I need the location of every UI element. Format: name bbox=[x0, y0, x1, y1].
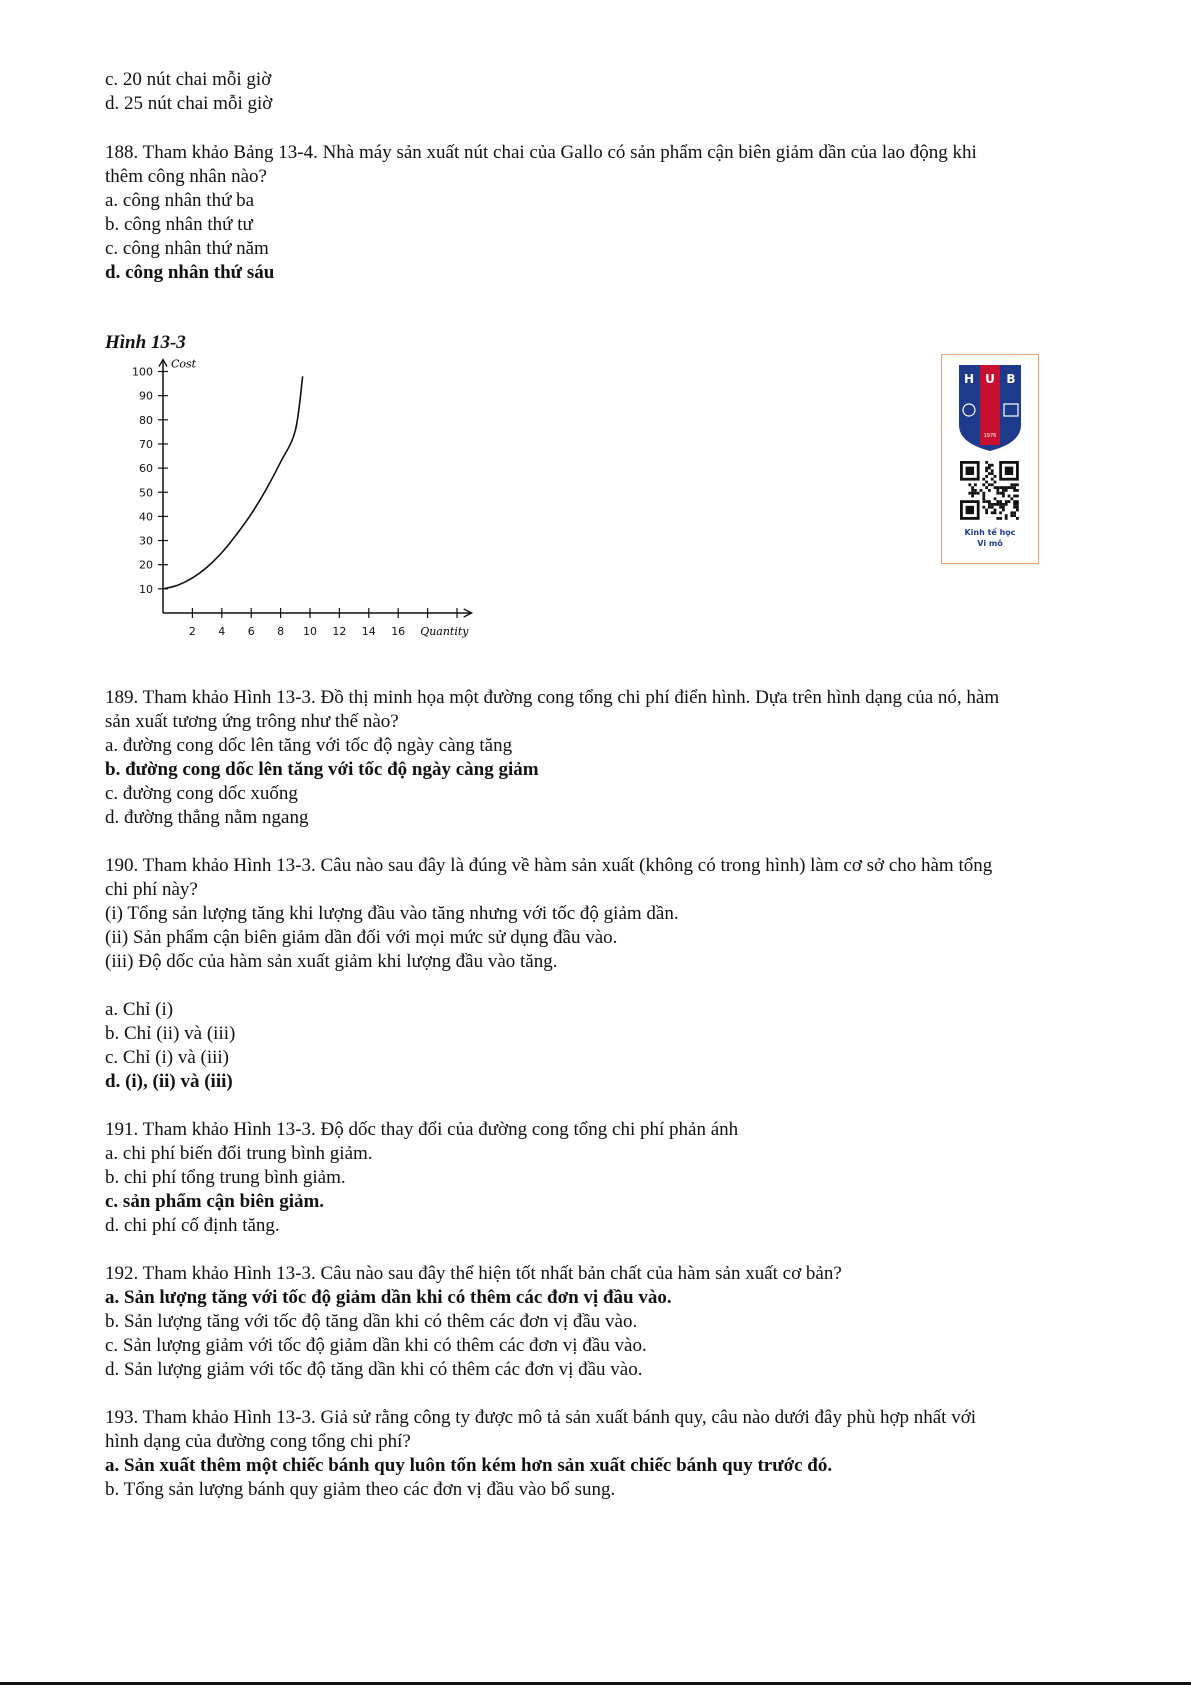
q189-option-d: d. đường thẳng nằm ngang bbox=[105, 807, 309, 828]
x-tick-label: 4 bbox=[218, 625, 226, 638]
q189-option-b-answer: b. đường cong dốc lên tăng với tốc độ ngày càng giảm bbox=[105, 759, 539, 780]
y-tick-label: 70 bbox=[139, 437, 153, 451]
q193-stem-line2: hình dạng của đường cong tổng chi phí? bbox=[105, 1431, 411, 1452]
qr-code-icon bbox=[960, 461, 1019, 520]
q192-option-d: d. Sản lượng giảm với tốc độ tăng dần khi có thêm các đơn vị đầu vào. bbox=[105, 1359, 643, 1380]
q189-stem-line2: sản xuất tương ứng trông như thế nào? bbox=[105, 711, 399, 732]
q190-option-d-answer: d. (i), (ii) và (iii) bbox=[105, 1071, 233, 1092]
figure-title: Hình 13-3 bbox=[105, 332, 186, 353]
x-tick-label: 16 bbox=[391, 625, 406, 638]
x-tick-label: 8 bbox=[277, 625, 285, 638]
q193-option-b: b. Tổng sản lượng bánh quy giảm theo các đơn vị đầu vào bổ sung. bbox=[105, 1479, 616, 1500]
x-tick-label: 10 bbox=[303, 625, 317, 638]
chart-ticks bbox=[132, 366, 457, 639]
q188-option-c: c. công nhân thứ năm bbox=[105, 238, 269, 259]
logo-caption-line2: Vi mô bbox=[977, 539, 1003, 548]
q193-option-a-answer: a. Sản xuất thêm một chiếc bánh quy luôn tốn kém hơn sản xuất chiếc bánh quy trước đó. bbox=[105, 1455, 833, 1476]
q192-option-b: b. Sản lượng tăng với tốc độ tăng dần khi có thêm các đơn vị đầu vào. bbox=[105, 1311, 638, 1332]
logo-letter-b: B bbox=[1006, 372, 1016, 386]
q190-option-a: a. Chỉ (i) bbox=[105, 999, 174, 1020]
q189-stem-line1: 189. Tham khảo Hình 13-3. Đồ thị minh họa một đường cong tổng chi phí điển hình. Dựa trên hình dạng của nó, hàm bbox=[105, 687, 1000, 708]
q190-option-b: b. Chỉ (ii) và (iii) bbox=[105, 1023, 236, 1044]
q187-option-d: d. 25 nút chai mỗi giờ bbox=[105, 93, 273, 114]
y-tick-label: 10 bbox=[139, 582, 153, 596]
y-tick-label: 60 bbox=[139, 462, 153, 476]
q189-option-c: c. đường cong dốc xuống bbox=[105, 783, 298, 804]
x-tick-label: 14 bbox=[361, 625, 376, 638]
logo-letter-u: U bbox=[985, 372, 995, 386]
y-axis-label: Cost bbox=[171, 357, 197, 371]
total-cost-chart bbox=[118, 352, 488, 642]
y-tick-label: 30 bbox=[139, 534, 153, 548]
q190-statement-iii: (iii) Độ dốc của hàm sản xuất giảm khi lượng đầu vào tăng. bbox=[105, 951, 558, 972]
q191-stem: 191. Tham khảo Hình 13-3. Độ dốc thay đổi của đường cong tổng chi phí phản ánh bbox=[105, 1119, 739, 1140]
q190-statement-i: (i) Tổng sản lượng tăng khi lượng đầu vào tăng nhưng với tốc độ giảm dần. bbox=[105, 903, 679, 924]
logo-letter-h: H bbox=[963, 372, 975, 386]
q190-option-c: c. Chỉ (i) và (iii) bbox=[105, 1047, 229, 1068]
q190-stem-line1: 190. Tham khảo Hình 13-3. Câu nào sau đây là đúng về hàm sản xuất (không có trong hình) làm cơ sở cho hàm tổng bbox=[105, 855, 993, 876]
chart-axes bbox=[159, 357, 472, 618]
q188-stem-line2: thêm công nhân nào? bbox=[105, 166, 267, 187]
x-axis-label: Quantity bbox=[420, 625, 469, 638]
y-tick-label: 20 bbox=[139, 558, 153, 572]
y-tick-label: 100 bbox=[132, 365, 153, 379]
q191-option-d: d. chi phí cố định tăng. bbox=[105, 1215, 280, 1236]
x-tick-label: 12 bbox=[332, 625, 347, 638]
logo-caption-line1: Kinh tế học bbox=[964, 528, 1016, 537]
q189-option-a: a. đường cong dốc lên tăng với tốc độ ngày càng tăng bbox=[105, 735, 513, 756]
q191-option-c-answer: c. sản phẩm cận biên giảm. bbox=[105, 1191, 325, 1212]
y-tick-label: 40 bbox=[139, 510, 153, 524]
q190-stem-line2: chi phí này? bbox=[105, 879, 198, 900]
q192-stem: 192. Tham khảo Hình 13-3. Câu nào sau đây thể hiện tốt nhất bản chất của hàm sản xuất cơ bản? bbox=[105, 1263, 842, 1284]
q192-option-a-answer: a. Sản lượng tăng với tốc độ giảm dần khi có thêm các đơn vị đầu vào. bbox=[105, 1287, 672, 1308]
q188-option-b: b. công nhân thứ tư bbox=[105, 214, 253, 235]
x-tick-label: 2 bbox=[188, 625, 196, 638]
q188-stem-line1: 188. Tham khảo Bảng 13-4. Nhà máy sản xuất nút chai của Gallo có sản phẩm cận biên giảm dần của lao động khi bbox=[105, 142, 977, 163]
q191-option-a: a. chi phí biến đổi trung bình giảm. bbox=[105, 1143, 373, 1164]
q188-option-a: a. công nhân thứ ba bbox=[105, 190, 255, 211]
x-tick-label: 6 bbox=[247, 625, 255, 638]
q190-statement-ii: (ii) Sản phẩm cận biên giảm dần đối với mọi mức sử dụng đầu vào. bbox=[105, 927, 618, 948]
q187-option-c: c. 20 nút chai mỗi giờ bbox=[105, 69, 272, 90]
q191-option-b: b. chi phí tổng trung bình giảm. bbox=[105, 1167, 346, 1188]
logo-year: 1976 bbox=[983, 433, 997, 439]
hub-logo-badge bbox=[941, 354, 1039, 564]
y-tick-label: 80 bbox=[139, 413, 153, 427]
total-cost-curve bbox=[163, 376, 303, 589]
q192-option-c: c. Sản lượng giảm với tốc độ giảm dần khi có thêm các đơn vị đầu vào. bbox=[105, 1335, 647, 1356]
q188-option-d-answer: d. công nhân thứ sáu bbox=[105, 262, 275, 283]
y-tick-label: 90 bbox=[139, 389, 153, 403]
q193-stem-line1: 193. Tham khảo Hình 13-3. Giả sử rằng công ty được mô tả sản xuất bánh quy, câu nào dưới đây phù hợp nhất với bbox=[105, 1407, 977, 1428]
y-tick-label: 50 bbox=[139, 486, 153, 500]
